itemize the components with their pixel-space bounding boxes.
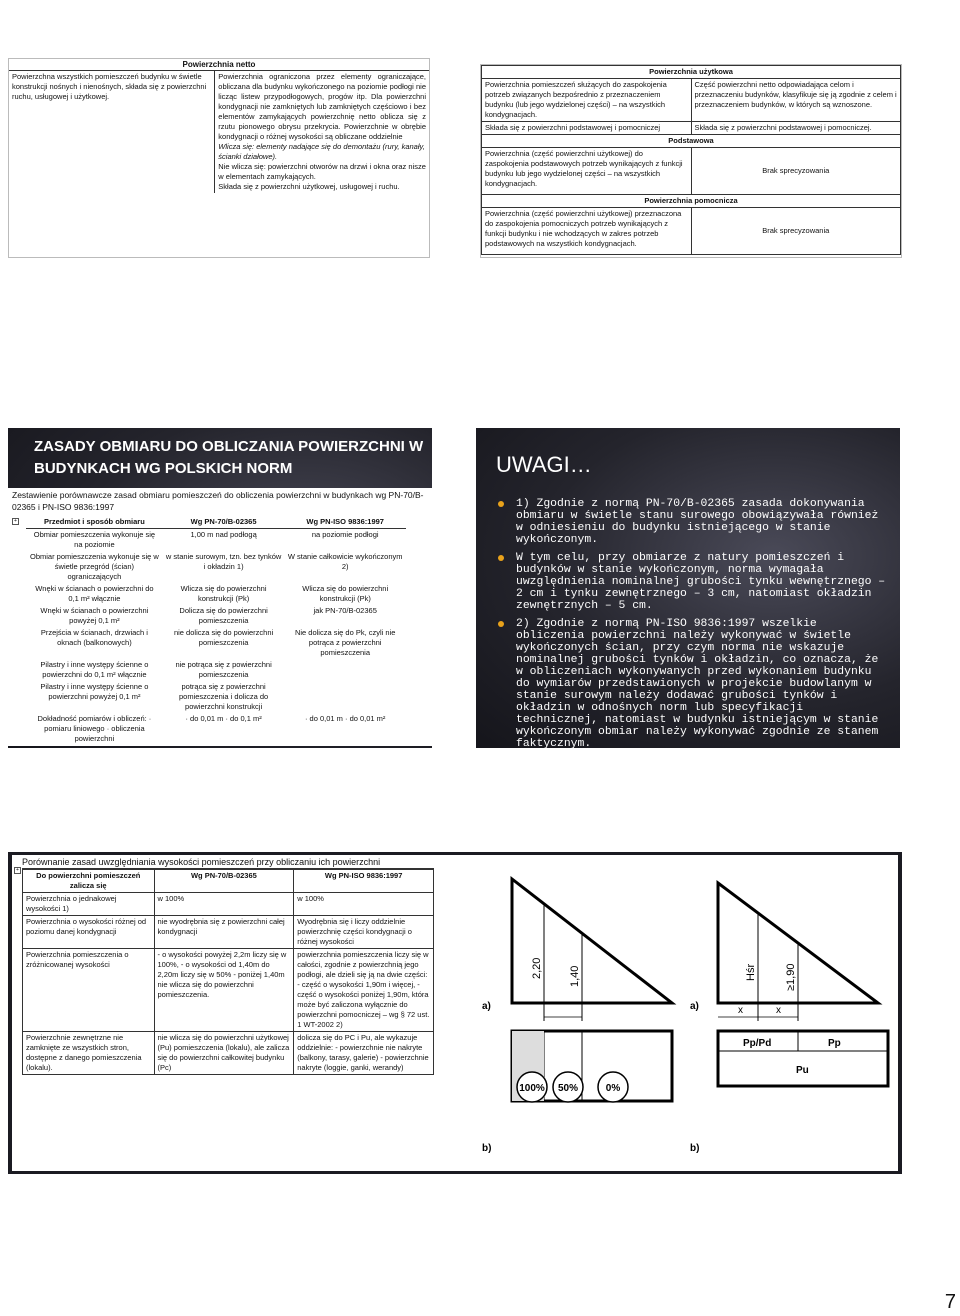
expand-icon: +: [14, 867, 21, 874]
pct-50: 50%: [557, 1083, 579, 1094]
table-row: [26, 681, 406, 713]
label-x-1: x: [738, 1005, 743, 1016]
slide2-header-2: Podstawowa: [482, 135, 901, 148]
cross-section-sloped-roof: [512, 879, 672, 1021]
cell: nie wyodrębnia się z powierzchni całej kondygnacji: [154, 916, 294, 949]
slide1-para-1: Powierzchnia ograniczona przez elementy ograniczające, obliczana dla budynku wykończonego na poziomie podłogi nie licząc listew przypodłogowych, progów itp. Dla powierzchni kondygnacji nie zamkniętych lub zamkniętych częściowo i bez elementów zamykających powierzchnię netto oblicza się z rzutu pionowego obrysu przekrycia. Powierzchnie w obrębie kondygnacji o różnej wysokości są obliczane oddzielnie: [218, 72, 426, 141]
slide1-right-cell: [215, 71, 429, 193]
cell: w 100%: [154, 893, 294, 916]
bullet-text: W tym celu, przy obmiarze z natury pomieszczeń i budynków w stanie wykończonym, norma wymagała uwzględnienia nominalnej grubości tynku wewnętrznego – 2 cm i tynku zewnętrznego – 3 cm, natomiast okładzin zewnętrznych – 5 cm.: [516, 552, 886, 612]
cell: Przejścia w ścianach, drzwiach i oknach (balkonowych): [40, 628, 148, 647]
list-item: [494, 618, 889, 748]
slide5-table-wrap: [22, 857, 434, 1075]
cell: nie potrąca się z powierzchni pomieszczenia: [175, 660, 272, 679]
slide5-col-1: Do powierzchni pomieszczeń zalicza się: [23, 870, 155, 893]
bullet-text: 1) Zgodnie z normą PN-70/B-02365 zasada dokonywania obmiaru w świetle stanu surowego obowiązywała również w odniesieniu do budynku istniejącego w stanie wykończonym.: [516, 498, 879, 546]
cell: 1,00 m nad podłogą: [190, 530, 257, 539]
slide2-row4-right: Brak sprecyzowania: [691, 208, 901, 255]
cell: Wnęki w ścianach o powierzchni do 0,1 m² włącznie: [35, 584, 154, 603]
slide5-col-3: Wg PN-ISO 9836:1997: [294, 870, 434, 893]
table-row: [26, 529, 406, 552]
cell: Wnęki w ścianach o powierzchni powyżej 0,1 m²: [40, 606, 149, 625]
slide4-bullets: [494, 498, 889, 748]
slide3-paper: [8, 488, 432, 746]
slide5-title: Porównanie zasad uwzględniania wysokości pomieszczeń przy obliczaniu ich powierzchni: [22, 857, 434, 869]
cell: w stanie surowym, tzn. bez tynków i okładzin 1): [165, 552, 282, 571]
cell: Powierzchnia o jednakowej wysokości 1): [23, 893, 155, 916]
label-b: b): [482, 1143, 492, 1154]
slide3-title: ZASADY OBMIARU DO OBLICZANIA POWIERZCHNI W BUDYNKACH WG POLSKICH NORM: [34, 438, 424, 477]
table-row: [23, 1032, 434, 1075]
label-a: a): [482, 1001, 491, 1012]
label-pp-pd: Pp/Pd: [743, 1038, 772, 1049]
slide-porownanie-wysokosci: [8, 852, 902, 1174]
slide5-figure-left: [482, 861, 682, 1166]
bullet-text: 2) Zgodnie z normą PN-ISO 9836:1997 wszelkie obliczenia powierzchni należy wykonywać w świetle wykończonych ścian, przy czym norma nie wskazuje nominalnej grubości tynków i okładzin, co oznacza, że w obliczeniach wykonywanych przed wykonaniem budynku do wymiarów przedstawionych w projekcie budowlanym w stanie surowym należy dodawać grubości tynków i okładzin w odnośnych norm lub specyfikacji technicznej, natomiast w budynku istniejącym w stanie wykończonym obmiar należy wykonywać zgodnie ze stanem faktycznym.: [516, 618, 879, 748]
slide5-col-2: Wg PN-70/B-02365: [154, 870, 294, 893]
slide2-header-1: Powierzchnia użytkowa: [482, 66, 901, 79]
slide3-subtitle: Zestawienie porównawcze zasad obmiaru pomieszczeń do obliczenia powierzchni w budynkach wg PN-70/B-02365 i PN-ISO 9836:1997: [12, 490, 424, 512]
cell: · do 0,01 m · do 0,1 m²: [185, 714, 262, 723]
cell: Powierzchnie zewnętrzne nie zamknięte ze wszystkich stron, dostępne z danego pomieszczenia (lokalu).: [23, 1032, 155, 1075]
slide2-row3-left: Powierzchnia (część powierzchni użytkowej) do zaspokojenia podstawowych potrzeb wynikających z funkcji budynku lub jego wydzielonej części – na wszystkich kondygnacjach.: [482, 148, 692, 195]
cell: w 100%: [294, 893, 434, 916]
cell: nie dolicza się do powierzchni pomieszczenia: [173, 628, 274, 647]
dim-1-40: 1,40: [569, 965, 581, 987]
slide2-row4-left: Powierzchnia (część powierzchni użytkowej) przeznaczona do zaspokojenia pomocniczych potrzeb wynikających z funkcji budynku i nie wchodzących w zakres potrzeb podstawowych na wszystkich kondygnacjach.: [482, 208, 692, 255]
table-row: [23, 916, 434, 949]
cell: Obmiar pomieszczenia wykonuje się w świetle przegród (ścian) ograniczających: [29, 552, 159, 581]
bullet-icon: [498, 501, 504, 507]
cell: Wyodrębnia się i liczy oddzielnie powierzchnię części kondygnacji o różnej wysokości: [294, 916, 434, 949]
cell: Wlicza się do powierzchni konstrukcji (Pk): [180, 584, 267, 603]
slide-uzytkowa: [480, 64, 902, 258]
label-a: a): [690, 1001, 699, 1012]
cell: Wlicza się do powierzchni konstrukcji (Pk): [302, 584, 389, 603]
slide3-col-1: Przedmiot i sposób obmiaru: [26, 516, 163, 529]
cell: Powierzchnia pomieszczenia o zróżnicowanej wysokości: [23, 949, 155, 1032]
table-row: [26, 659, 406, 681]
label-b: b): [690, 1143, 700, 1154]
slide1-para-2: Wlicza się: elementy nadające się do demontażu (rury, kanały, ścianki działowe).: [218, 142, 425, 161]
list-item: [494, 498, 889, 546]
dim-1-90: ≥1,90: [785, 963, 797, 991]
cell: na poziomie podłogi: [311, 530, 379, 539]
slide4-title: UWAGI…: [496, 452, 592, 477]
slide-netto: [8, 58, 430, 258]
slide1-para-4: Składa się z powierzchni użytkowej, usługowej i ruchu.: [218, 182, 400, 191]
cell: Dolicza się do powierzchni pomieszczenia: [179, 606, 268, 625]
slide1-left-text: Powierzchna wszystkich pomieszczeń budynku w świetle konstrukcji nośnych i nienośnych, składa się z powierzchni ruchu, usługowej i użytkowej.: [9, 71, 215, 193]
cell: [284, 659, 406, 681]
cell: nie wlicza się do powierzchni użytkowej (Pu) pomieszczenia (lokalu), ale zalicza się do powierzchni całkowitej budynku (Pc): [154, 1032, 294, 1075]
slide-uwagi: [476, 428, 900, 748]
slide2-row2-left: Składa się z powierzchni podstawowej i pomocniczej: [482, 122, 692, 135]
bullet-icon: [498, 621, 504, 627]
table-row: [26, 583, 406, 605]
label-pp: Pp: [828, 1038, 841, 1049]
cell: Obmiar pomieszczenia wykonuje się na poziomie: [33, 530, 156, 549]
slide3-col-3: Wg PN-ISO 9836:1997: [284, 516, 406, 529]
table-row: [26, 605, 406, 627]
slide3-col-2: Wg PN-70/B-02365: [163, 516, 285, 529]
slide2-header-3: Powierzchnia pomocnicza: [482, 195, 901, 208]
cell: W stanie całkowicie wykończonym 2): [287, 552, 403, 571]
cell: Powierzchnia o wysokości różnej od poziomu danej kondygnacji: [23, 916, 155, 949]
slide5-paper: [12, 855, 898, 1171]
cross-section-sloped-roof-2: [718, 883, 878, 1021]
list-item: [494, 552, 889, 612]
cell: [284, 681, 406, 713]
cell: potrąca się z powierzchni pomieszczenia i dolicza do powierzchni konstrukcji: [178, 682, 269, 711]
cell: jak PN-70/B-02365: [313, 606, 377, 615]
slide-zasady-obmiaru: [8, 428, 432, 748]
label-x-2: x: [776, 1005, 781, 1016]
bullet-icon: [498, 555, 504, 561]
slide2-row2-right: Składa się z powierzchni podstawowej i pomocniczej.: [691, 122, 901, 135]
slide2-row3-right: Brak sprecyzowania: [691, 148, 901, 195]
table-row: [23, 949, 434, 1032]
table-row: [26, 713, 406, 745]
table-row: [26, 551, 406, 583]
pct-0: 0%: [605, 1083, 621, 1094]
cell: Dokładność pomiarów i obliczeń: · pomiaru liniowego · obliczenia powierzchni: [37, 714, 152, 743]
cell: dolicza się do PC i Pu, ale wykazuje oddzielnie: - powierzchnie nie nakryte (balkony, tarasy, galerie) - powierzchnie nakryte (loggie, ganki, werandy): [294, 1032, 434, 1075]
slide1-header: Powierzchnia netto: [9, 59, 429, 71]
cell: · do 0,01 m · do 0,01 m²: [304, 714, 386, 723]
label-pu: Pu: [796, 1065, 809, 1076]
table-row: [23, 893, 434, 916]
cell: Pilastry i inne występy ścienne o powierzchni powyżej 0,1 m²: [40, 682, 149, 701]
cell: - o wysokości powyżej 2,2m liczy się w 100%, - o wysokości od 1,40m do 2,20m liczy się w 50% - poniżej 1,40m nie wlicza się do powierzchni pomieszczenia.: [154, 949, 294, 1032]
cell: Nie dolicza się do Pk, czyli nie potrąca z powierzchni pomieszczenia: [294, 628, 396, 657]
dim-2-20: 2,20: [531, 957, 543, 979]
slide5-figure-right: [688, 861, 893, 1166]
slide2-row1-right: Część powierzchni netto odpowiadająca celom i przeznaczeniu budynków, klasyfikuje się ją zgodnie z celem i przeznaczeniem budynków, w których są wznoszone.: [691, 79, 901, 122]
dim-hsr: Hśr: [745, 963, 757, 981]
pct-100: 100%: [519, 1083, 545, 1094]
cell: Pilastry i inne występy ścienne o powierzchni do 0,1 m² włącznie: [40, 660, 149, 679]
page-number: 7: [944, 1291, 956, 1313]
cell: powierzchnia pomieszczenia liczy się w całości, zgodnie z powierzchnią jego podłogi, ale dzieli się ją na dwie części: - część o wysokości 1,90m i więcej, - część o wysokości poniżej 1,90m, która może być zaliczona wyłącznie do powierzchni pomocniczej – wg § 72 ust. 1 WT-2002 2): [294, 949, 434, 1032]
slide2-row1-left: Powierzchnia pomieszczeń służących do zaspokojenia potrzeb związanych bezpośrednio z przeznaczeniem budynku (lub jego wydzielonej części) – na wszystkich kondygnacjach.: [482, 79, 692, 122]
table-row: [26, 627, 406, 659]
expand-icon: +: [12, 518, 19, 525]
slide1-para-3: Nie wlicza się: powierzchni otworów na drzwi i okna oraz nisze w elementach zamykających.: [218, 162, 426, 181]
